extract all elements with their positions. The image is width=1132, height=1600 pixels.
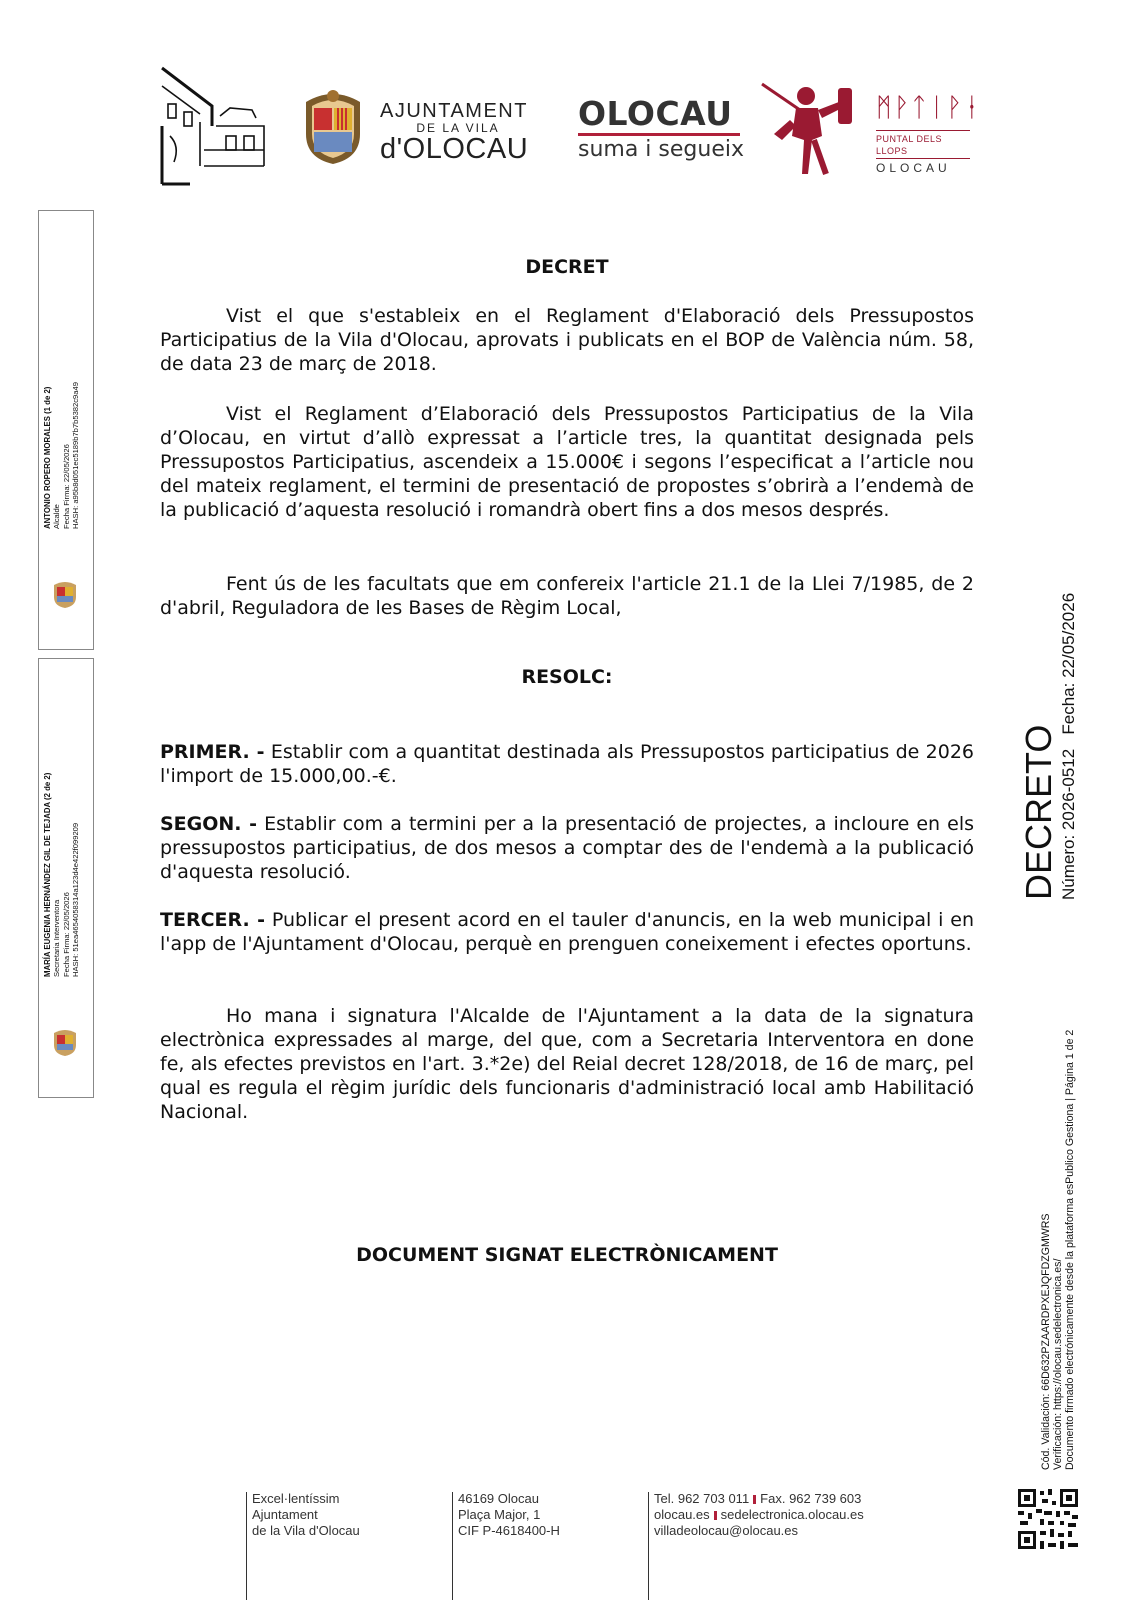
segon-text: Establir com a termini per a la presentació de projectes, a incloure en els pressupostos participatius, de dos mesos a comptar des de l'endemà a la publicació d'aquesta resolució. (160, 813, 974, 883)
footer-tel: Tel. 962 703 011 (654, 1491, 750, 1506)
village-house-drawing (160, 66, 268, 186)
paragraph-4: Ho mana i signatura l'Alcalde de l'Ajuntament a la data de la signatura electrònica expressades al marge, del que, com a Secretaria Interventora en done fe, als efectes previstos en l'art. 3.*2e) del Reial decret 128/2018, de 16 de març, pel qual es regula el règim jurídic dels funcionaris d'administració local amb Habilitació Nacional. (160, 1005, 974, 1123)
document-title: DECRET (525, 256, 609, 278)
signer-name: MARÍA EUGENIA HERNÁNDEZ GIL DE TEJADA (2 de 2) (43, 772, 52, 977)
footer-contact (654, 1491, 944, 1539)
footer-email-link[interactable]: villadeolocau@olocau.es (654, 1523, 799, 1538)
footer-divider (246, 1492, 247, 1600)
signer-role: Alcalde (52, 504, 62, 529)
signature-hash: HASH: a95b8d051ec5189b7b7b5382c9a49 (71, 382, 81, 529)
ajuntament-logo (380, 100, 530, 163)
footer-line: Ajuntament (252, 1507, 318, 1522)
signature-panel-2 (38, 658, 94, 1098)
ajuntament-line1: AJUNTAMENT (380, 100, 528, 122)
validation-code: Cód. Validación: 66D632PZAARDPXEJQFDZGMWRS (1040, 1213, 1052, 1470)
signature-date: Fecha Firma: 22/05/2026 (61, 444, 71, 529)
signer-role: Secretaria Interventora (52, 899, 62, 977)
signed-notice: DOCUMENT SIGNAT ELECTRÒNICAMENT (356, 1244, 778, 1266)
signature-hash: HASH: 51ea4654058314a123d4e422f099209 (71, 822, 81, 977)
verification-url[interactable]: Verificación: https://olocau.sedelectronica.es/ (1052, 1258, 1064, 1470)
footer-line: 46169 Olocau (458, 1491, 539, 1506)
primer-text: Establir com a quantitat destinada als Pressupostos participatius de 2026 l'import de 15.000,00.-€. (160, 741, 974, 787)
municipal-coat-of-arms (300, 88, 366, 166)
segon-clause (160, 812, 974, 884)
footer-sede-link[interactable]: sedelectronica.olocau.es (720, 1507, 864, 1522)
footer-web-link[interactable]: olocau.es (654, 1507, 710, 1522)
footer-line: CIF P-4618400-H (458, 1523, 560, 1538)
footer-divider (648, 1492, 649, 1600)
footer-fax: Fax. 962 739 603 (760, 1491, 862, 1506)
tercer-clause (160, 908, 974, 956)
iberian-script: ᛗᚹᛏᛁᚹᛂ (876, 93, 982, 123)
tercer-label: TERCER. - (160, 909, 266, 931)
footer-line: Plaça Major, 1 (458, 1507, 541, 1522)
ajuntament-line3: d'OLOCAU (380, 133, 529, 165)
footer-line: Excel·lentíssim (252, 1491, 340, 1506)
footer-line: de la Vila d'Olocau (252, 1523, 360, 1538)
paragraph-2: Vist el Reglament d’Elaboració dels Pressupostos Participatius de la Vila d’Olocau, en virtut d’allò expressat a l’article tres, la quantitat designada pels Pressupostos Participatius, ascendeix a 15.000€ i segons l’especificat a l’article nou del mateix reglament, el termini de presentació de propostes s’obrirà a l’endemà de la publicació d’aquesta resolució i romandrà obert fins a dos mesos després. (160, 403, 974, 521)
brand-subtitle: suma i segueix (578, 137, 744, 162)
verification-text (1040, 1000, 1112, 1470)
platform-note: Documento firmado electrónicamente desde la plataforma esPublico Gestiona | Página 1 de 2 (1064, 1029, 1076, 1470)
olocau-brand-logo (578, 96, 748, 162)
paragraph-3: Fent ús de les facultats que em confereix l'article 21.1 de la Llei 7/1985, de 2 d'abril, Reguladora de les Bases de Règim Local, (160, 573, 974, 619)
decreto-date: Fecha: 22/05/2026 (1059, 592, 1078, 735)
puntal-label: PUNTAL DELS LLOPS (876, 134, 943, 156)
primer-label: PRIMER. - (160, 741, 265, 763)
brand-title: OLOCAU (578, 94, 733, 133)
signer-name: ANTONIO ROPERO MORALES (1 de 2) (43, 386, 52, 529)
tercer-text: Publicar el present acord en el tauler d'anuncis, en la web municipal i en l'app de l'Ajuntament d'Olocau, perquè en prenguen coneixement i efectes oportuns. (160, 909, 974, 955)
iberian-warrior-icon (760, 80, 870, 180)
puntal-dels-llops-logo (876, 92, 982, 175)
decreto-stamp (1020, 580, 1100, 900)
primer-clause (160, 740, 974, 788)
seal-icon (51, 579, 79, 609)
paragraph-1: Vist el que s'estableix en el Reglament d'Elaboració dels Pressupostos Participatius de la Vila d'Olocau, aprovats i publicats en el BOP de València núm. 58, de data 23 de març de 2018. (160, 305, 974, 375)
segon-label: SEGON. - (160, 813, 258, 835)
ajuntament-line2: DE LA VILA (416, 121, 500, 135)
decreto-number: Número: 2026-0512 (1059, 748, 1078, 900)
seal-icon (51, 1027, 79, 1057)
brand-underline (578, 133, 740, 136)
decreto-title: DECRETO (1018, 724, 1059, 900)
footer-divider (452, 1492, 453, 1600)
footer-address (458, 1491, 638, 1539)
signature-date: Fecha Firma: 22/05/2026 (61, 892, 71, 977)
puntal-town: OLOCAU (876, 161, 951, 175)
signature-panel-1 (38, 210, 94, 650)
footer-institution (252, 1491, 442, 1539)
qr-code-icon[interactable] (1016, 1487, 1080, 1551)
resolc-heading: RESOLC: (521, 666, 613, 688)
